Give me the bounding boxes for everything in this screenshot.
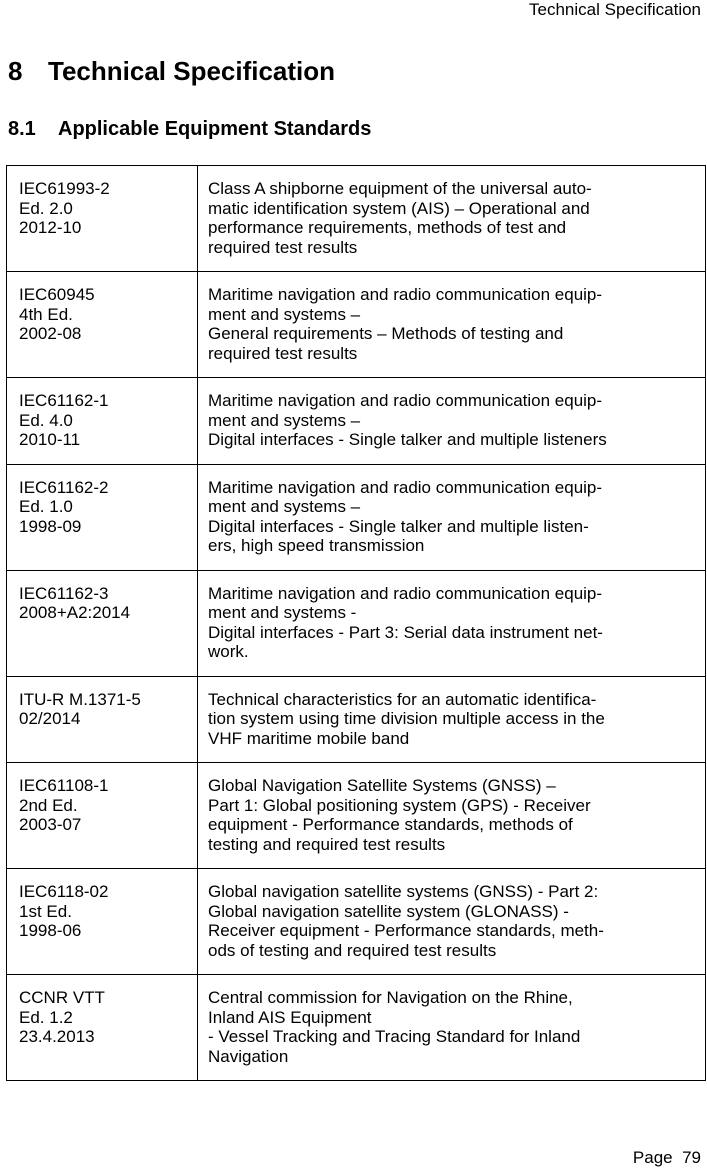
standard-description-line: equipment - Performance standards, methods of — [208, 815, 573, 834]
standard-id-line: IEC60945 — [19, 285, 95, 304]
standard-description-cell — [198, 975, 706, 1081]
standard-description-line: Receiver equipment - Performance standards, meth- — [208, 921, 604, 940]
standard-description-cell — [198, 166, 706, 272]
standard-description-cell — [198, 763, 706, 869]
standard-id-line: 23.4.2013 — [19, 1027, 95, 1046]
chapter-heading — [8, 55, 335, 87]
standard-id-line: IEC61162-2 — [19, 477, 109, 497]
standard-description-line: testing and required test results — [208, 834, 446, 854]
chapter-title: Technical Specification — [48, 56, 336, 86]
standard-description-line: ment and systems – — [208, 304, 361, 324]
standard-id-line: 2003-07 — [19, 815, 82, 834]
standard-id-line: ITU-R M.1371-5 — [19, 689, 141, 709]
standard-id-line: 2010-11 — [19, 430, 81, 449]
standard-description-line: ment and systems - — [208, 603, 357, 622]
standard-id-cell — [7, 869, 198, 975]
standard-id-line: IEC61162-3 — [19, 583, 109, 603]
standard-description-line: - Vessel Tracking and Tracing Standard for Inland — [208, 1027, 581, 1046]
standard-description-line: Part 1: Global positioning system (GPS) - Receiver — [208, 795, 591, 815]
standard-id-line: 2012-10 — [19, 218, 82, 237]
page-label: Page — [632, 1148, 673, 1167]
standard-description-line: ers, high speed transmission — [208, 536, 425, 555]
standard-id-line: 4th Ed. — [19, 304, 73, 324]
section-heading — [8, 116, 371, 142]
standard-id-line: 1998-09 — [19, 516, 82, 536]
standard-row — [7, 464, 706, 570]
standard-description-line: General requirements – Methods of testing and — [208, 324, 564, 343]
standard-description-line: Inland AIS Equipment — [208, 1007, 372, 1027]
standard-id-line: IEC61108-1 — [19, 776, 109, 795]
standard-row — [7, 975, 706, 1081]
standard-id-line: 2002-08 — [19, 324, 82, 343]
standard-description-line: Global navigation satellite systems (GNSS) - Part 2: — [208, 882, 599, 901]
standard-id-line: 1998-06 — [19, 921, 82, 940]
standard-description-line: Digital interfaces - Single talker and multiple listeners — [208, 430, 607, 449]
standard-description-cell — [198, 869, 706, 975]
standard-row — [7, 166, 706, 272]
standard-description-cell — [198, 272, 706, 378]
standard-id-cell — [7, 166, 198, 272]
standard-id-line: IEC61162-1 — [19, 391, 109, 410]
standard-description-cell — [198, 378, 706, 465]
standard-id-line: IEC61993-2 — [19, 179, 110, 198]
standard-description-line: Global Navigation Satellite Systems (GNSS) – — [208, 776, 556, 795]
section-number: 8.1 — [8, 118, 36, 140]
standard-description-line: Digital interfaces - Part 3: Serial data instrument net- — [208, 622, 603, 642]
page-footer — [633, 1148, 701, 1168]
standard-description-line: Maritime navigation and radio communication equip- — [208, 477, 603, 497]
standard-id-cell — [7, 975, 198, 1081]
standard-row — [7, 272, 706, 378]
standard-description-line: matic identification system (AIS) – Operational and — [208, 198, 590, 218]
standard-id-line: Ed. 4.0 — [19, 410, 73, 430]
standard-id-line: 2008+A2:2014 — [19, 603, 131, 622]
standard-id-cell — [7, 676, 198, 763]
standard-description-cell — [198, 464, 706, 570]
standard-id-cell — [7, 763, 198, 869]
standard-row — [7, 869, 706, 975]
page-number: 79 — [682, 1148, 701, 1167]
standard-description-line: performance requirements, methods of test and — [208, 218, 567, 237]
standard-id-line: 1st Ed. — [19, 901, 72, 921]
standard-description-line: Class A shipborne equipment of the universal auto- — [208, 179, 592, 198]
standard-row — [7, 763, 706, 869]
standard-description-line: ment and systems – — [208, 410, 361, 430]
standard-id-line: IEC6118-02 — [19, 882, 109, 901]
standard-description-line: required test results — [208, 237, 358, 257]
standard-description-line: Central commission for Navigation on the Rhine, — [208, 988, 573, 1007]
standard-row — [7, 378, 706, 465]
standard-row — [7, 570, 706, 676]
standard-description-cell — [198, 676, 706, 763]
standard-description-line: Navigation — [208, 1046, 289, 1066]
standard-description-line: Global navigation satellite system (GLONASS) - — [208, 901, 569, 921]
standard-description-line: required test results — [208, 343, 358, 363]
standard-id-line: 2nd Ed. — [19, 795, 78, 815]
standard-description-line: Maritime navigation and radio communication equip- — [208, 391, 603, 410]
standards-table — [6, 165, 706, 1081]
standard-id-line: CCNR VTT — [19, 988, 105, 1007]
standard-description-line: tion system using time division multiple access in the — [208, 709, 605, 728]
standard-id-cell — [7, 570, 198, 676]
standard-id-line: Ed. 2.0 — [19, 198, 73, 218]
chapter-number: 8 — [8, 56, 23, 86]
standard-description-line: work. — [208, 642, 249, 661]
standard-description-line: VHF maritime mobile band — [208, 728, 410, 748]
running-header: Technical Specification — [529, 0, 701, 19]
standard-id-line: Ed. 1.0 — [19, 497, 73, 516]
standard-description-line: Maritime navigation and radio communication equip- — [208, 583, 603, 603]
section-title: Applicable Equipment Standards — [58, 118, 372, 140]
standard-id-cell — [7, 272, 198, 378]
standard-id-cell — [7, 378, 198, 465]
standard-id-line: Ed. 1.2 — [19, 1007, 73, 1027]
standard-id-cell — [7, 464, 198, 570]
standard-description-line: ods of testing and required test results — [208, 940, 497, 960]
standard-row — [7, 676, 706, 763]
standard-description-line: Maritime navigation and radio communication equip- — [208, 285, 603, 304]
standard-description-line: ment and systems – — [208, 497, 361, 516]
standard-id-line: 02/2014 — [19, 709, 81, 728]
standard-description-line: Technical characteristics for an automatic identifica- — [208, 689, 597, 709]
standard-description-cell — [198, 570, 706, 676]
standard-description-line: Digital interfaces - Single talker and multiple listen- — [208, 516, 589, 536]
